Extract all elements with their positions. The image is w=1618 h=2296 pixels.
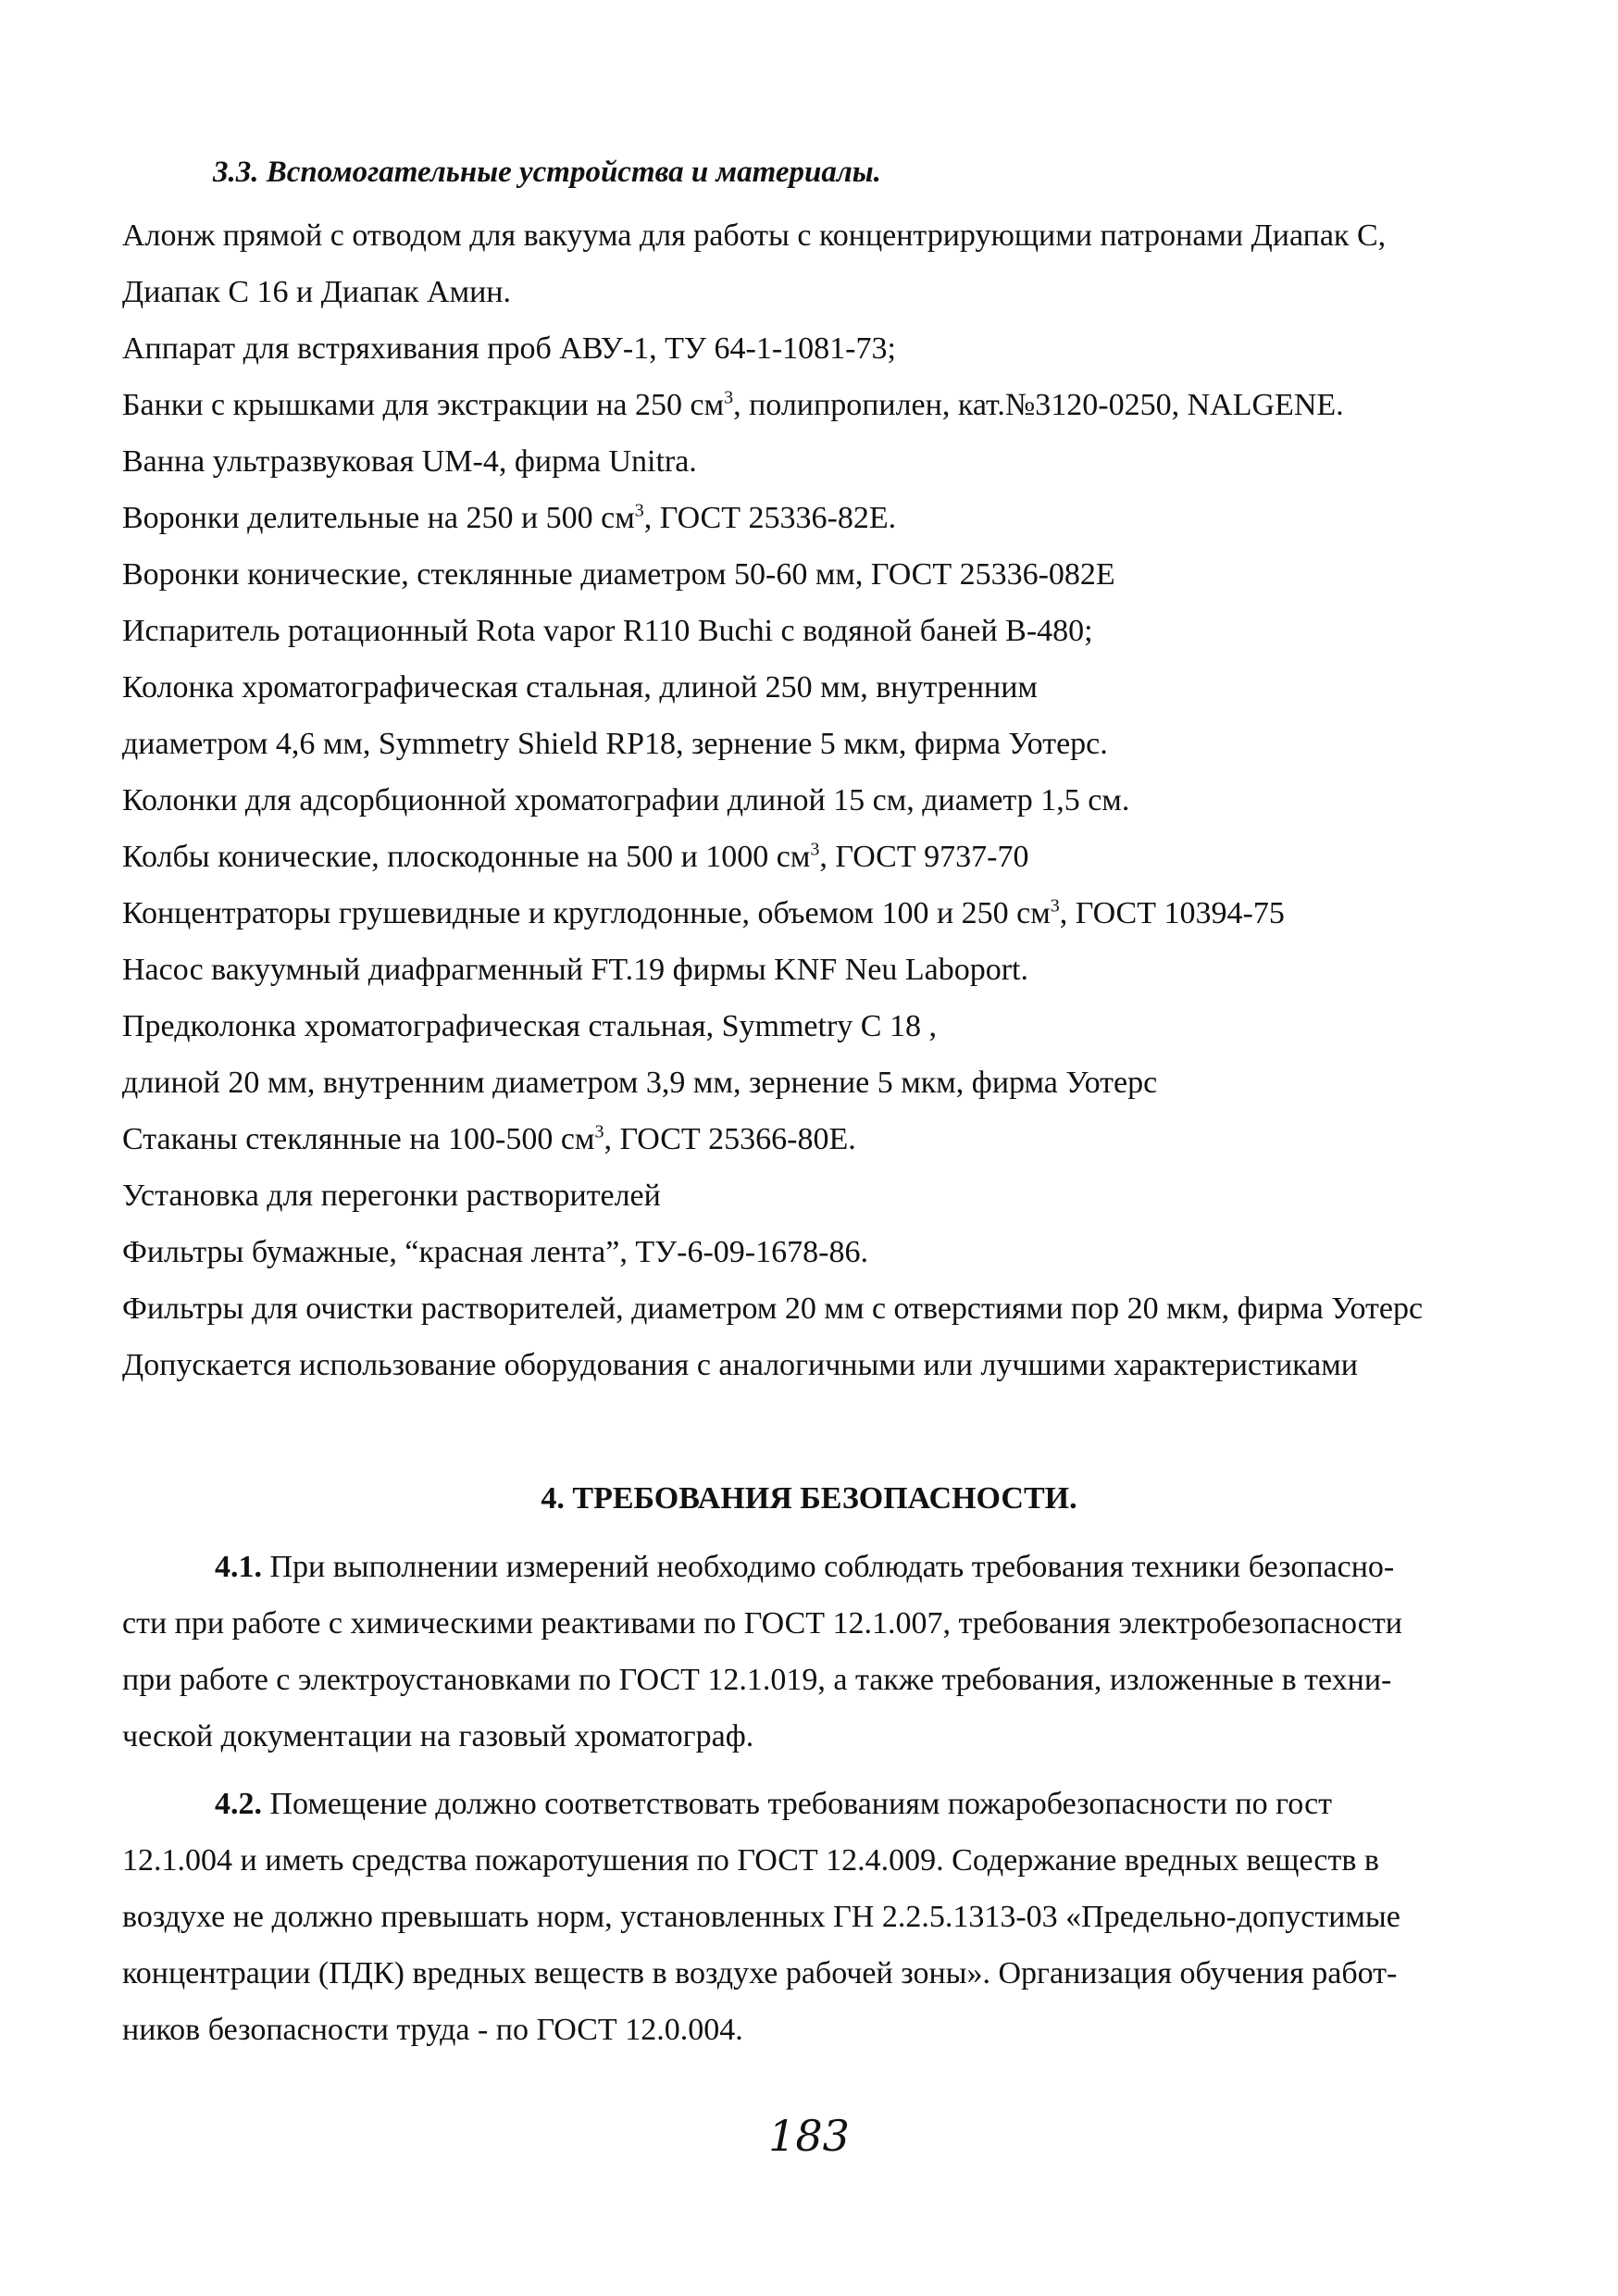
list-item-text: диаметром 4,6 мм, Symmetry Shield RP18, зернение 5 мкм, фирма Уотерс.: [122, 727, 1108, 761]
list-item-text: Алонж прямой с отводом для вакуума для работы с концентрирующими патронами Диапак С,: [122, 218, 1387, 253]
list-item-text: Фильтры бумажные, “красная лента”, ТУ-6-09-1678-86.: [122, 1235, 868, 1269]
list-item-text: длиной 20 мм, внутренним диаметром 3,9 мм, зернение 5 мкм, фирма Уотерс: [122, 1066, 1158, 1100]
list-item-text: Насос вакуумный диафрагменный FT.19 фирмы KNF Neu Laboport.: [122, 953, 1028, 987]
list-item: [122, 490, 1492, 546]
list-item: [122, 885, 1492, 942]
list-item-text: Фильтры для очистки растворителей, диаметром 20 мм с отверстиями пор 20 мкм, фирма Уотерс: [122, 1292, 1424, 1326]
paragraph-line: при работе с электроустановками по ГОСТ 12.1.019, а также требования, изложенные в техни-: [122, 1663, 1392, 1697]
list-item: [122, 377, 1492, 433]
list-item: [122, 546, 1492, 603]
list-item: [122, 829, 1492, 885]
list-item-text-after: , ГОСТ 9737-70: [819, 840, 1029, 874]
list-item: [122, 1224, 1492, 1280]
list-item: [122, 433, 1492, 490]
list-item: [122, 1337, 1492, 1393]
superscript: 3: [1050, 895, 1060, 917]
list-item-text: Предколонка хроматографическая стальная, Symmetry C 18 ,: [122, 1009, 937, 1043]
list-item: [122, 320, 1492, 377]
paragraph-line: воздухе не должно превышать норм, установленных ГН 2.2.5.1313-03 «Предельно-допустимые: [122, 1900, 1400, 1934]
superscript: 3: [594, 1121, 604, 1142]
superscript: 3: [810, 839, 820, 860]
list-item-text: Ванна ультразвуковая UM-4, фирма Unitra.: [122, 444, 697, 479]
section-4-heading: 4. ТРЕБОВАНИЯ БЕЗОПАСНОСТИ.: [541, 1481, 1077, 1516]
paragraph-line: ческой документации на газовый хроматограф.: [122, 1719, 754, 1753]
list-item-text: Стаканы стеклянные на 100-500 см: [122, 1122, 595, 1156]
paragraph-number: 4.2.: [215, 1787, 262, 1821]
paragraph-number: 4.1.: [215, 1550, 262, 1584]
paragraph-text: Помещение должно соответствовать требованиям пожаробезопасности по гост: [262, 1787, 1333, 1821]
list-item-text: Концентраторы грушевидные и круглодонные, объемом 100 и 250 см: [122, 896, 1051, 930]
list-item-text-after: , полипропилен, кат.№3120-0250, NALGENE.: [733, 388, 1344, 422]
list-item: [122, 1054, 1492, 1111]
list-item-text: Колбы конические, плоскодонные на 500 и 1000 см: [122, 840, 811, 874]
list-item: [122, 716, 1492, 772]
list-item: [122, 998, 1492, 1054]
list-item: [122, 207, 1492, 264]
list-item-text-after: , ГОСТ 25366-80Е.: [604, 1122, 856, 1156]
list-item-text: Колонка хроматографическая стальная, длиной 250 мм, внутренним: [122, 670, 1038, 705]
list-item-text: Воронки конические, стеклянные диаметром 50-60 мм, ГОСТ 25336-082Е: [122, 557, 1115, 592]
list-item-text: Банки с крышками для экстракции на 250 см: [122, 388, 725, 422]
paragraph-line: ников безопасности труда - по ГОСТ 12.0.004.: [122, 2013, 743, 2047]
list-item: [122, 264, 1492, 320]
superscript: 3: [724, 387, 734, 408]
paragraph-line: концентрации (ПДК) вредных веществ в воздухе рабочей зоны». Организация обучения работ-: [122, 1956, 1398, 1990]
list-item-text: Установка для перегонки растворителей: [122, 1179, 661, 1213]
list-item-text: Допускается использование оборудования с аналогичными или лучшими характеристиками: [122, 1348, 1358, 1382]
list-item: [122, 1111, 1492, 1167]
list-item-text-after: , ГОСТ 25336-82Е.: [643, 501, 897, 535]
list-item: [122, 772, 1492, 829]
page-number: 183: [768, 2111, 850, 2161]
list-item-text: Испаритель ротационный Rota vapor R110 Buchi с водяной баней В-480;: [122, 614, 1093, 648]
list-item: [122, 1280, 1492, 1337]
list-item: [122, 942, 1492, 998]
paragraph-text: При выполнении измерений необходимо соблюдать требования техники безопасно-: [262, 1550, 1395, 1584]
equipment-list: [122, 207, 1492, 1393]
list-item-text: Воронки делительные на 250 и 500 см: [122, 501, 635, 535]
list-item: [122, 659, 1492, 716]
paragraph-line: сти при работе с химическими реактивами по ГОСТ 12.1.007, требования электробезопасности: [122, 1606, 1402, 1641]
paragraph-4-2: [122, 1776, 1492, 2058]
list-item-text: Диапак С 16 и Диапак Амин.: [122, 275, 512, 309]
list-item-text: Колонки для адсорбционной хроматографии длиной 15 см, диаметр 1,5 см.: [122, 783, 1130, 817]
paragraph-line: 12.1.004 и иметь средства пожаротушения по ГОСТ 12.4.009. Содержание вредных веществ в: [122, 1843, 1379, 1878]
paragraph-4-1: [122, 1539, 1492, 1765]
list-item: [122, 1167, 1492, 1224]
list-item-text: Аппарат для встряхивания проб АВУ-1, ТУ 64-1-1081-73;: [122, 331, 896, 366]
paragraph-line: [122, 1776, 1492, 1832]
list-item-text-after: , ГОСТ 10394-75: [1059, 896, 1285, 930]
paragraph-line: [122, 1539, 1492, 1595]
list-item: [122, 603, 1492, 659]
superscript: 3: [634, 500, 644, 521]
section-3-3-heading: 3.3. Вспомогательные устройства и материалы.: [213, 156, 881, 189]
